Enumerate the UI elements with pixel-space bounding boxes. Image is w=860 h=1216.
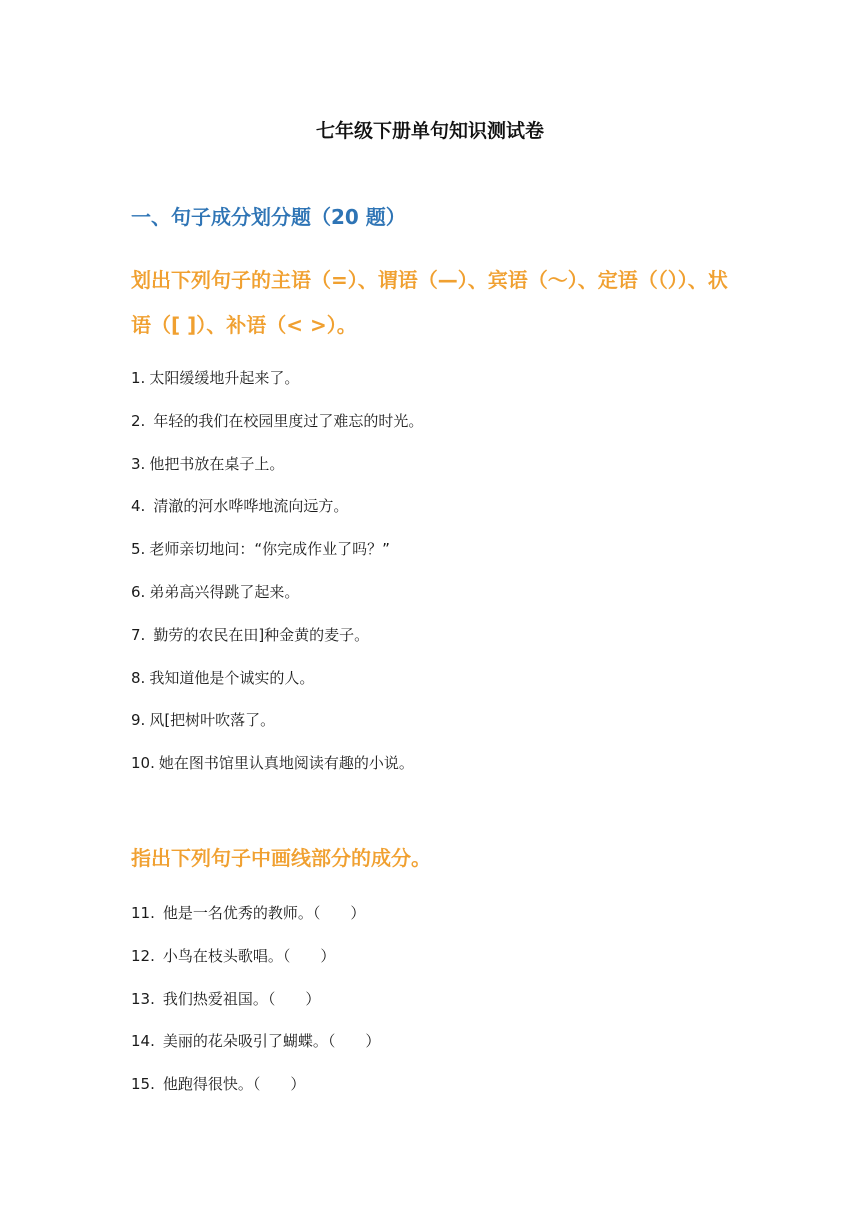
question-text: 他是一名优秀的教师。（ ） [162,904,366,922]
question-text: 老师亲切地问：“你完成作业了吗？” [149,540,390,559]
question-number: 6. [131,582,146,601]
question-item [131,411,423,454]
question-number: 5. [131,540,146,559]
question-item [131,539,423,582]
question-number: 14. [131,1032,155,1051]
section-heading: 一、句子成分划分题（20 题） [131,205,406,229]
question-item [131,582,423,625]
question-item [131,946,380,989]
question-item [131,368,423,411]
question-item [131,903,380,946]
question-text: 小鸟在枝头歌唱。（ ） [162,946,336,965]
question-text: 我知道他是个诚实的人。 [149,668,315,687]
question-number: 12. [131,946,155,965]
question-item [131,496,423,539]
question-number: 9. [131,711,146,730]
part2-question-list [131,903,380,1117]
question-text: 我们热爱祖国。（ ） [162,989,321,1008]
question-text: 她在图书馆里认真地阅读有趣的小说。 [158,754,414,773]
question-text: 太阳缓缓地升起来了。 [149,369,300,387]
part1-instruction: 划出下列句子的主语（=）、谓语（—）、宾语（～）、定语（（））、状语（[ ]）、补语（< >）。 [131,268,728,337]
question-text: 清澈的河水哗哗地流向远方。 [153,497,349,516]
question-number: 11. [131,904,155,922]
question-item [131,1074,380,1117]
question-item [131,753,423,796]
question-number: 1. [131,369,146,387]
question-text: 年轻的我们在校园里度过了难忘的时光。 [153,411,424,430]
question-number: 15. [131,1075,155,1094]
question-item [131,989,380,1032]
part2-instruction: 指出下列句子中画线部分的成分。 [131,846,431,870]
question-text: 他把书放在桌子上。 [149,454,285,473]
question-text: 风[把树叶吹落了。 [149,711,276,730]
question-text: 他跑得很快。（ ） [162,1075,306,1094]
document-title: 七年级下册单句知识测试卷 [315,120,544,142]
question-number: 2. [131,411,146,430]
part1-question-list [131,368,423,796]
question-item [131,454,423,497]
question-text: 美丽的花朵吸引了蝴蝶。（ ） [162,1032,381,1051]
question-number: 13. [131,989,155,1008]
question-item [131,1031,380,1074]
question-text: 勤劳的农民在田]种金黄的麦子。 [153,625,370,644]
question-item [131,625,423,668]
question-number: 10. [131,754,155,773]
question-item [131,710,423,753]
question-number: 8. [131,668,146,687]
question-number: 4. [131,497,146,516]
question-number: 3. [131,454,146,473]
question-text: 弟弟高兴得跳了起来。 [149,582,300,601]
question-number: 7. [131,625,146,644]
question-item [131,668,423,711]
